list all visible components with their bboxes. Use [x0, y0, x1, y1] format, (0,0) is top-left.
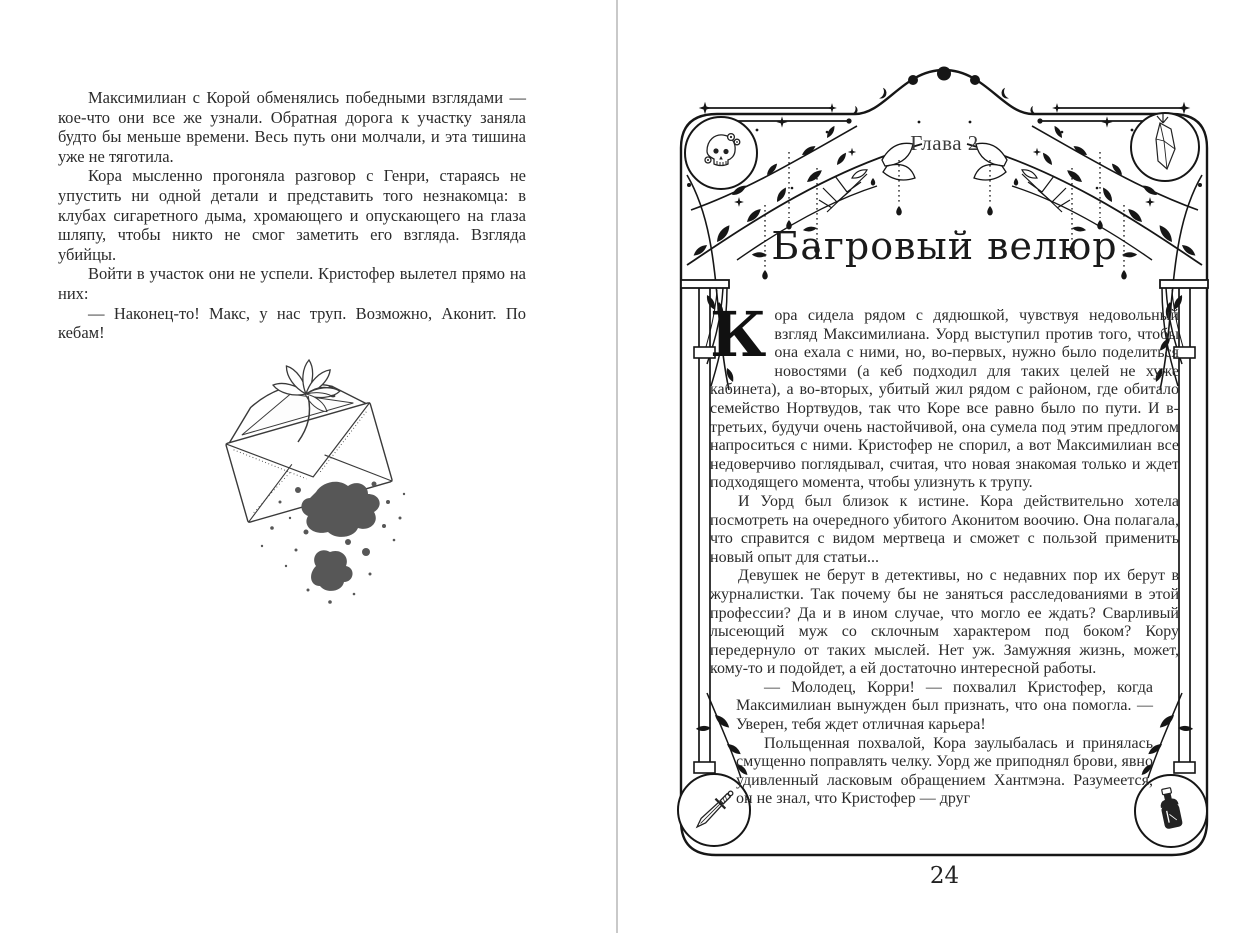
paragraph: — Молодец, Корри! — похвалил Кристофер, когда Максимилиан вынужден был признать, что она помогла. — Уверен, тебя ждет отличная карьера! — [736, 678, 1153, 734]
left-page-text — [58, 88, 526, 343]
paragraph: Максимилиан с Корой обменялись победными взглядами — кое-что они все же узнали. Обратная дорога к участку заняла будто бы меньше времени. Весь путь они молчали, и эта тишина уже не тяготила. — [58, 88, 526, 166]
chapter-title: Багровый велюр — [771, 224, 1118, 268]
page-divider — [616, 0, 618, 933]
paragraph: Девушек не берут в детективы, но с недавних пор их берут в журналистки. Так почему бы не заняться расследованиями в этой профессии? Да и в ином случае, что могло ее ждать? Сварливый лысеющий муж со склочным характером под боком? Кору передернуло от таких мыслей. Нет уж. Замужняя жизнь, может, кому-то и подойдет, а ей достаточно интересной работы. — [710, 567, 1179, 678]
left-page[interactable] — [0, 0, 616, 933]
envelope-lily-ink-illustration — [198, 342, 446, 622]
paragraph: Польщенная похвалой, Кора заулыбалась и принялась смущенно поправлять челку. Уорд же приподнял брови, явно удивленный ласковым обращением Хантмэна. Разумеется, он не знал, что Кристофер — друг — [736, 734, 1153, 808]
paragraph: Войти в участок они не успели. Кристофер вылетел прямо на них: — [58, 264, 526, 303]
chapter-body-text — [710, 298, 1179, 809]
paragraph: Кора мысленно прогоняла разговор с Генри, стараясь не упустить ни одной детали и представить того незнакомца: в клубах сигаретного дыма, хромающего и опускающего на глаза шляпу, чтобы никто не смог заметить его взгляда. Взгляда убийцы. — [58, 166, 526, 264]
paragraph: И Уорд был близок к истине. Кора действительно хотела посмотреть на очередного убитого Аконитом воочию. Она полагала, что справится с видом мертвеца и сможет с пользой применить новый опыт для статьи... — [710, 492, 1179, 566]
moon-phases-icon — [851, 67, 1037, 117]
paragraph-text: ора сидела рядом с дядюшкой, чувствуя недовольный взгляд Максимилиана. Уорд выступил против того, чтобы она ехала с ними, но, во-первых, нужно было поделиться новостями (а кеб подходил для таких целей не хуже кабинета), а во-вторых, убитый жил рядом с районом, где обитало семейство Нортвудов, так что Коре все равно было по пути. И в-третьих, будучи очень настойчивой, она сумела под этим предлогом напроситься с ними. Кристофер не спорил, а вот Максимилиан все недоверчиво поглядывал, считая, что новая знакомая только и ждет подходящего момента, чтобы улизнуть к трупу. — [710, 307, 1179, 492]
paragraph: — Наконец-то! Макс, у нас труп. Возможно, Аконит. По кебам! — [58, 303, 526, 343]
chapter-label: Глава 2 — [910, 131, 979, 155]
drop-cap: К — [710, 298, 767, 371]
right-page[interactable] — [617, 0, 1234, 933]
paragraph — [710, 298, 1179, 493]
page-number: 24 — [929, 863, 960, 889]
